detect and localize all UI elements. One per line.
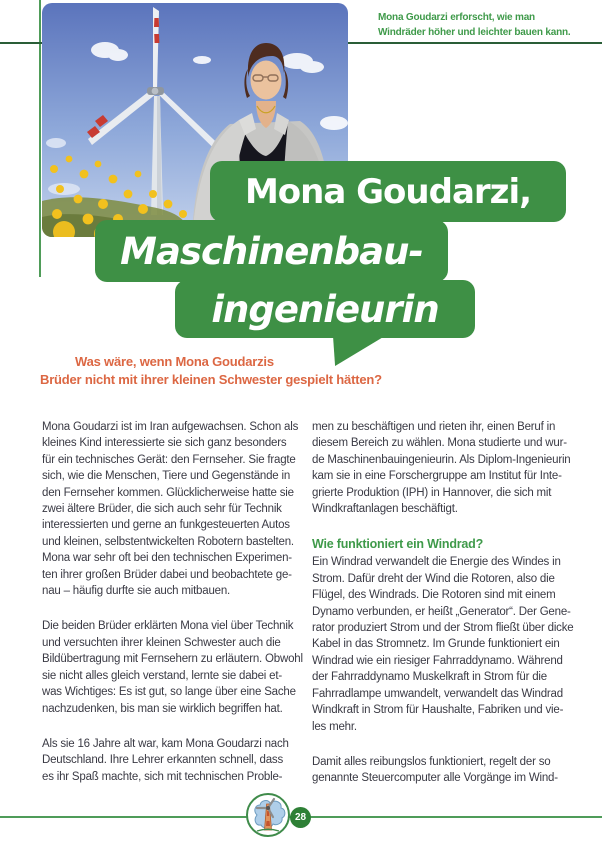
page-number-badge xyxy=(290,807,311,828)
article-column-right xyxy=(312,419,584,806)
subheading-windrad: Wie funktioniert ein Windrad? xyxy=(312,537,484,552)
bubble-profession-text-1: Maschinenbau- xyxy=(120,229,423,273)
page-number: 28 xyxy=(294,812,307,823)
paragraph-how-it-works: Ein Windrad verwandelt die Energie des Windes in Strom. Dafür dreht der Wind die Rotoren, also die Flügel, des Windrads. Die Rotoren sind mit einem Dynamo verbunden, er heißt „Generator“. Der Gene- rator produziert Strom und der Strom fließt über dicke Kabel in das Stromnetz. Im Grunde funktioniert ein Windrad wie ein riesiger Fahrraddynamo. Während der Fahrraddynamo Muskelkraft in Strom für die Fahrradlampe umwandelt, verwandelt das Windrad Windkraft in Strom für Haushalte, Fabriken und vie- les mehr. xyxy=(312,556,574,733)
bubble-name-text: Mona Goudarzi, xyxy=(244,171,532,212)
photo-caption xyxy=(378,10,598,40)
bubble-profession-text-2: ingenieurin xyxy=(211,287,439,331)
caption-line2: Windräder höher und leichter bauen kann. xyxy=(378,27,571,38)
paragraph-computer: Damit alles reibungslos funktioniert, regelt der so genannte Steuercomputer alle Vorgänge im Wind- xyxy=(312,755,558,785)
paragraph-germany: Als sie 16 Jahre alt war, kam Mona Goudarzi nach Deutschland. Ihre Lehrer erkannten schnell, dass es ihr Spaß machte, sich mit technischen Proble- xyxy=(42,737,289,783)
top-rule-left xyxy=(0,42,42,44)
question-line1: Was wäre, wenn Mona Goudarzis xyxy=(75,354,274,369)
paragraph-career: men zu beschäftigen und rieten ihr, einen Beruf in diesem Bereich zu wählen. Mona studierte und wur- de Maschinenbauingenieurin. Als Diplom-Ingenieurin kam sie in eine Forschergruppe am Institut für Inte- grierte Produktion (IPH) in Hannover, die sich mit Windkraftanlagen beschäftigt. xyxy=(312,421,571,516)
paragraph-brothers: Die beiden Brüder erklärten Mona viel über Technik und versuchten ihrer kleinen Schwester auch die Bildübertragung mit Fernsehern zu erläutern. Obwohl sie nicht alles gleich verstand, lernte sie dabei et- was Wichtiges: Es ist gut, so lange über eine Sache nachzudenken, bis man sie wirklich begriffen hat. xyxy=(42,620,303,715)
question-lead xyxy=(40,353,470,389)
wind-turbine-doodle xyxy=(248,795,288,835)
speech-bubble-name xyxy=(210,161,566,222)
speech-bubble-profession-2 xyxy=(175,280,475,338)
top-rule-right xyxy=(348,42,602,44)
article-column-left xyxy=(42,419,314,804)
caption-line1: Mona Goudarzi erforscht, wie man xyxy=(378,12,535,23)
question-line2: Brüder nicht mit ihrer kleinen Schwester gespielt hätten? xyxy=(40,372,382,387)
speech-bubble-profession-1 xyxy=(95,220,448,282)
wind-turbine-icon xyxy=(246,793,290,837)
paragraph-childhood: Mona Goudarzi ist im Iran aufgewachsen. Schon als kleines Kind interessierte sie sich ganz besonders für ein technisches Gerät: den Fernseher. Sie fragte sich, wie die Menschen, Tiere und Gegenstände in den Fernseher kommen. Glücklicherweise hatte sie zwei ältere Brüder, die sich auch sehr für Technik interessierten und gerne an funkgesteuerten Autos und kleinen, selbstentwickelten Robotern bastelten. Mona war sehr oft bei den technischen Experimen- ten ihrer großen Brüder dabei und beobachtete ge- nau – häufig durfte sie auch mitbauen. xyxy=(42,421,299,598)
